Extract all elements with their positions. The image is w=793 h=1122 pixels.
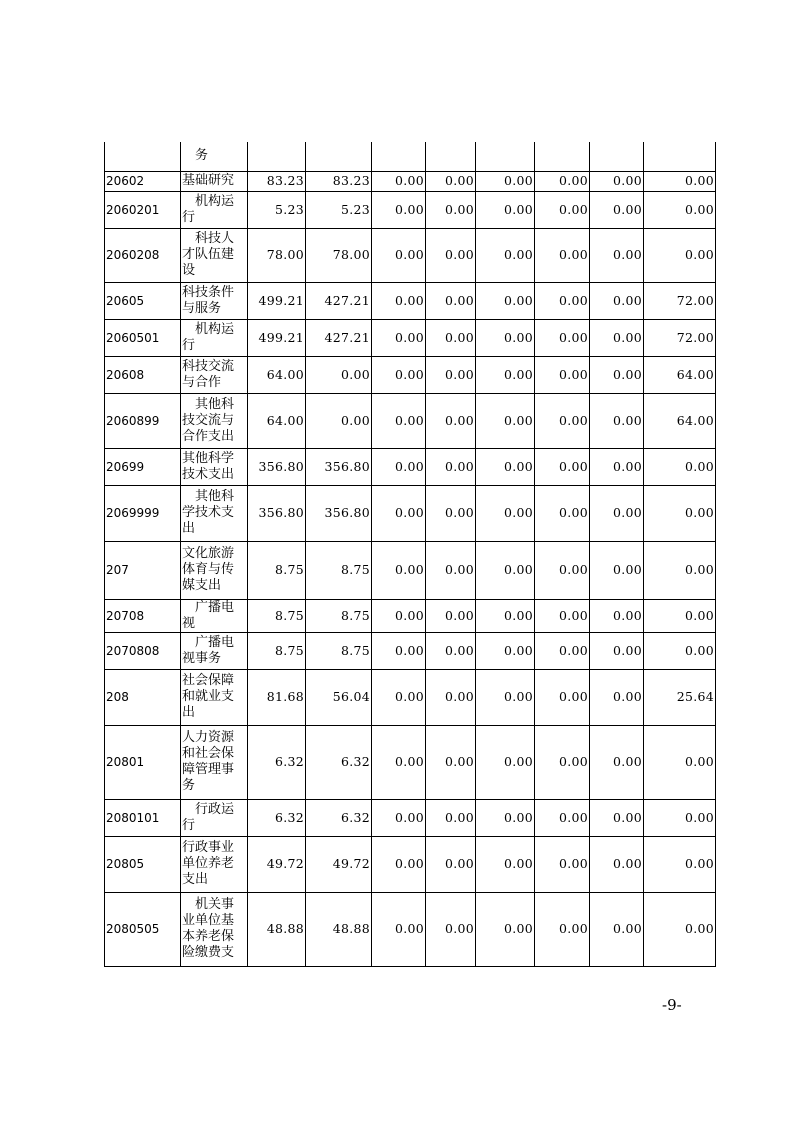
row-value-7: 0.00 xyxy=(590,191,644,228)
row-value-8: 0.00 xyxy=(644,541,716,599)
row-value-2: 427.21 xyxy=(306,282,372,319)
row-name: 社会保障和就业支出 xyxy=(181,669,248,725)
row-value-3: 0.00 xyxy=(372,541,426,599)
row-value-1: 8.75 xyxy=(248,541,306,599)
row-value-6: 0.00 xyxy=(535,393,590,448)
row-value-6: 0.00 xyxy=(535,541,590,599)
row-value-5: 0.00 xyxy=(476,725,535,799)
row-code: 20605 xyxy=(105,282,181,319)
row-name: 行政事业单位养老支出 xyxy=(181,836,248,892)
row-value-6: 0.00 xyxy=(535,799,590,836)
row-value-7: 0.00 xyxy=(590,725,644,799)
row-value-2: 356.80 xyxy=(306,485,372,541)
row-value-5: 0.00 xyxy=(476,282,535,319)
row-value-3: 0.00 xyxy=(372,669,426,725)
row-value-1: 64.00 xyxy=(248,393,306,448)
row-name: 务 xyxy=(181,142,248,171)
row-name: 行政运行 xyxy=(181,799,248,836)
table-row xyxy=(105,228,716,282)
row-value-1: 78.00 xyxy=(248,228,306,282)
row-value-3: 0.00 xyxy=(372,799,426,836)
row-value-4: 0.00 xyxy=(426,892,476,966)
row-value-5: 0.00 xyxy=(476,356,535,393)
row-value-2: 0.00 xyxy=(306,356,372,393)
row-value-4: 0.00 xyxy=(426,836,476,892)
row-value-4: 0.00 xyxy=(426,632,476,669)
row-value-2: 78.00 xyxy=(306,228,372,282)
row-value-3 xyxy=(372,142,426,171)
row-value-2 xyxy=(306,142,372,171)
row-value-2: 6.32 xyxy=(306,725,372,799)
row-value-8: 64.00 xyxy=(644,356,716,393)
row-value-7: 0.00 xyxy=(590,448,644,485)
row-code: 208 xyxy=(105,669,181,725)
row-code: 2069999 xyxy=(105,485,181,541)
row-value-1: 6.32 xyxy=(248,725,306,799)
row-name: 基础研究 xyxy=(181,171,248,191)
row-code: 2060501 xyxy=(105,319,181,356)
table-row xyxy=(105,356,716,393)
table-row xyxy=(105,319,716,356)
row-name: 广播电视 xyxy=(181,599,248,632)
row-value-3: 0.00 xyxy=(372,228,426,282)
row-value-5 xyxy=(476,142,535,171)
row-value-3: 0.00 xyxy=(372,836,426,892)
row-value-1: 356.80 xyxy=(248,485,306,541)
row-value-7: 0.00 xyxy=(590,393,644,448)
budget-table xyxy=(104,142,716,967)
row-value-2: 48.88 xyxy=(306,892,372,966)
row-value-6: 0.00 xyxy=(535,171,590,191)
row-value-7: 0.00 xyxy=(590,171,644,191)
row-value-3: 0.00 xyxy=(372,632,426,669)
table-row xyxy=(105,892,716,966)
row-value-6: 0.00 xyxy=(535,632,590,669)
row-value-4: 0.00 xyxy=(426,356,476,393)
row-name: 其他科学技术支出 xyxy=(181,448,248,485)
table-row xyxy=(105,725,716,799)
row-value-1 xyxy=(248,142,306,171)
row-value-2: 356.80 xyxy=(306,448,372,485)
row-value-7: 0.00 xyxy=(590,282,644,319)
row-value-3: 0.00 xyxy=(372,725,426,799)
row-value-1: 8.75 xyxy=(248,632,306,669)
row-value-3: 0.00 xyxy=(372,892,426,966)
table-body xyxy=(105,142,716,966)
row-value-6: 0.00 xyxy=(535,599,590,632)
row-value-5: 0.00 xyxy=(476,541,535,599)
row-code: 20708 xyxy=(105,599,181,632)
row-value-3: 0.00 xyxy=(372,448,426,485)
table-row xyxy=(105,448,716,485)
row-code: 20801 xyxy=(105,725,181,799)
row-value-1: 83.23 xyxy=(248,171,306,191)
row-value-3: 0.00 xyxy=(372,599,426,632)
row-value-8: 0.00 xyxy=(644,228,716,282)
row-value-1: 48.88 xyxy=(248,892,306,966)
row-value-3: 0.00 xyxy=(372,191,426,228)
table-row xyxy=(105,799,716,836)
row-value-4: 0.00 xyxy=(426,669,476,725)
row-value-7: 0.00 xyxy=(590,669,644,725)
row-value-3: 0.00 xyxy=(372,485,426,541)
row-value-2: 49.72 xyxy=(306,836,372,892)
row-value-5: 0.00 xyxy=(476,448,535,485)
row-value-8: 0.00 xyxy=(644,485,716,541)
row-value-8: 25.64 xyxy=(644,669,716,725)
row-value-5: 0.00 xyxy=(476,228,535,282)
row-value-4: 0.00 xyxy=(426,228,476,282)
row-value-2: 5.23 xyxy=(306,191,372,228)
row-value-8: 0.00 xyxy=(644,799,716,836)
row-code: 2060899 xyxy=(105,393,181,448)
row-value-6 xyxy=(535,142,590,171)
row-value-8: 0.00 xyxy=(644,632,716,669)
row-value-5: 0.00 xyxy=(476,485,535,541)
row-value-4: 0.00 xyxy=(426,191,476,228)
row-value-5: 0.00 xyxy=(476,632,535,669)
table-row xyxy=(105,541,716,599)
page-number: -9- xyxy=(662,996,682,1014)
row-value-6: 0.00 xyxy=(535,191,590,228)
table-row xyxy=(105,142,716,171)
row-value-8: 64.00 xyxy=(644,393,716,448)
row-code xyxy=(105,142,181,171)
row-value-6: 0.00 xyxy=(535,228,590,282)
row-value-7: 0.00 xyxy=(590,599,644,632)
row-value-6: 0.00 xyxy=(535,448,590,485)
row-value-4: 0.00 xyxy=(426,319,476,356)
row-code: 20805 xyxy=(105,836,181,892)
row-value-7: 0.00 xyxy=(590,485,644,541)
row-name: 科技条件与服务 xyxy=(181,282,248,319)
row-code: 2070808 xyxy=(105,632,181,669)
row-value-1: 64.00 xyxy=(248,356,306,393)
row-value-4: 0.00 xyxy=(426,485,476,541)
row-value-1: 5.23 xyxy=(248,191,306,228)
row-value-1: 8.75 xyxy=(248,599,306,632)
row-name: 人力资源和社会保障管理事务 xyxy=(181,725,248,799)
row-code: 20608 xyxy=(105,356,181,393)
row-value-2: 56.04 xyxy=(306,669,372,725)
row-value-8: 0.00 xyxy=(644,171,716,191)
row-value-3: 0.00 xyxy=(372,356,426,393)
row-value-6: 0.00 xyxy=(535,836,590,892)
row-name: 科技交流与合作 xyxy=(181,356,248,393)
row-value-4: 0.00 xyxy=(426,393,476,448)
row-value-5: 0.00 xyxy=(476,171,535,191)
row-name: 其他科学技术支出 xyxy=(181,485,248,541)
row-value-7: 0.00 xyxy=(590,541,644,599)
row-value-1: 499.21 xyxy=(248,282,306,319)
row-value-8: 72.00 xyxy=(644,319,716,356)
row-value-8: 0.00 xyxy=(644,725,716,799)
row-name: 文化旅游体育与传媒支出 xyxy=(181,541,248,599)
row-code: 2060201 xyxy=(105,191,181,228)
row-value-1: 356.80 xyxy=(248,448,306,485)
row-value-6: 0.00 xyxy=(535,485,590,541)
row-value-2: 8.75 xyxy=(306,599,372,632)
row-value-3: 0.00 xyxy=(372,319,426,356)
table-row xyxy=(105,669,716,725)
row-value-4: 0.00 xyxy=(426,171,476,191)
row-value-6: 0.00 xyxy=(535,282,590,319)
row-value-5: 0.00 xyxy=(476,599,535,632)
row-name: 机构运行 xyxy=(181,319,248,356)
row-value-3: 0.00 xyxy=(372,393,426,448)
row-value-6: 0.00 xyxy=(535,669,590,725)
row-value-1: 81.68 xyxy=(248,669,306,725)
row-value-3: 0.00 xyxy=(372,171,426,191)
row-value-5: 0.00 xyxy=(476,892,535,966)
row-value-5: 0.00 xyxy=(476,836,535,892)
row-value-1: 6.32 xyxy=(248,799,306,836)
row-code: 2080101 xyxy=(105,799,181,836)
row-value-5: 0.00 xyxy=(476,319,535,356)
row-value-4: 0.00 xyxy=(426,725,476,799)
row-value-1: 49.72 xyxy=(248,836,306,892)
row-value-2: 0.00 xyxy=(306,393,372,448)
table-row xyxy=(105,171,716,191)
row-value-8 xyxy=(644,142,716,171)
row-value-7: 0.00 xyxy=(590,632,644,669)
row-value-8: 0.00 xyxy=(644,448,716,485)
row-value-7: 0.00 xyxy=(590,836,644,892)
table-row xyxy=(105,836,716,892)
row-value-2: 83.23 xyxy=(306,171,372,191)
row-name: 科技人才队伍建设 xyxy=(181,228,248,282)
row-value-8: 0.00 xyxy=(644,892,716,966)
row-value-8: 0.00 xyxy=(644,836,716,892)
row-name: 机构运行 xyxy=(181,191,248,228)
table-row xyxy=(105,191,716,228)
row-value-4: 0.00 xyxy=(426,599,476,632)
row-value-8: 0.00 xyxy=(644,191,716,228)
table-row xyxy=(105,485,716,541)
row-value-5: 0.00 xyxy=(476,669,535,725)
row-value-6: 0.00 xyxy=(535,356,590,393)
row-value-4: 0.00 xyxy=(426,799,476,836)
row-value-7 xyxy=(590,142,644,171)
row-value-5: 0.00 xyxy=(476,191,535,228)
row-value-7: 0.00 xyxy=(590,799,644,836)
row-value-8: 72.00 xyxy=(644,282,716,319)
row-value-2: 6.32 xyxy=(306,799,372,836)
row-value-2: 427.21 xyxy=(306,319,372,356)
row-value-8: 0.00 xyxy=(644,599,716,632)
row-value-5: 0.00 xyxy=(476,799,535,836)
row-value-7: 0.00 xyxy=(590,319,644,356)
row-name: 其他科技交流与合作支出 xyxy=(181,393,248,448)
row-value-7: 0.00 xyxy=(590,228,644,282)
table-row xyxy=(105,632,716,669)
table-row xyxy=(105,282,716,319)
row-code: 2080505 xyxy=(105,892,181,966)
row-value-4: 0.00 xyxy=(426,541,476,599)
row-name: 广播电视事务 xyxy=(181,632,248,669)
row-value-7: 0.00 xyxy=(590,892,644,966)
row-code: 207 xyxy=(105,541,181,599)
row-code: 20602 xyxy=(105,171,181,191)
row-code: 20699 xyxy=(105,448,181,485)
row-value-2: 8.75 xyxy=(306,632,372,669)
row-name: 机关事业单位基本养老保险缴费支 xyxy=(181,892,248,966)
row-value-7: 0.00 xyxy=(590,356,644,393)
row-value-5: 0.00 xyxy=(476,393,535,448)
row-value-1: 499.21 xyxy=(248,319,306,356)
row-value-4: 0.00 xyxy=(426,448,476,485)
table-row xyxy=(105,599,716,632)
row-value-6: 0.00 xyxy=(535,725,590,799)
row-code: 2060208 xyxy=(105,228,181,282)
row-value-4 xyxy=(426,142,476,171)
row-value-3: 0.00 xyxy=(372,282,426,319)
table-row xyxy=(105,393,716,448)
row-value-6: 0.00 xyxy=(535,319,590,356)
row-value-2: 8.75 xyxy=(306,541,372,599)
row-value-4: 0.00 xyxy=(426,282,476,319)
row-value-6: 0.00 xyxy=(535,892,590,966)
